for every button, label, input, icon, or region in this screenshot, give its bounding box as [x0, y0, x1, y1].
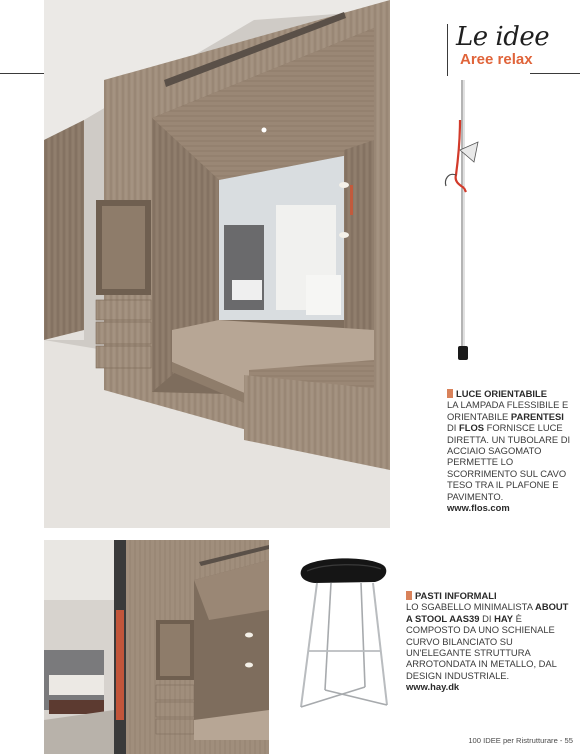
stool-illustration — [295, 555, 400, 715]
caption-heading: PASTI INFORMALI — [415, 590, 497, 601]
caption-text: FORNISCE LUCE DIRETTA. UN TUBOLARE DI ACCIAIO SAGOMATO PERMETTE LO SCORRIMENTO SUL CAVO TESO TRA IL PLAFONE E PAVIMENTO. — [447, 422, 571, 502]
header-rule-right — [530, 73, 580, 74]
product-name: PARENTESI — [510, 410, 564, 422]
brand-name: FLOS — [458, 422, 484, 434]
caption-text: LO SGABELLO MINIMALISTA — [406, 601, 536, 613]
caption-lamp — [447, 388, 575, 513]
product-name: ABOUT A STOOL AAS39 — [406, 601, 569, 624]
section-subtitle: Aree relax — [460, 51, 533, 68]
caption-marker — [406, 591, 412, 600]
brand-name: HAY — [494, 612, 513, 624]
caption-heading: LUCE ORIENTABILE — [456, 388, 547, 399]
wood-alcove-illustration — [44, 0, 390, 528]
caption-text: È COMPOSTO DA UNO SCHIENALE CURVO BILANCIATO SU UN'ELEGANTE STRUTTURA ARROTONDATA IN METALLO, DAL DESIGN INDUSTRIALE. — [406, 612, 557, 681]
about-a-stool-image — [295, 555, 400, 715]
parentesi-lamp-image — [420, 80, 510, 380]
section-title: Le idee — [456, 22, 550, 52]
caption-marker — [447, 389, 453, 398]
caption-text: DI — [479, 612, 495, 624]
caption-text: LA LAMPADA FLESSIBILE E ORIENTABILE — [447, 399, 569, 422]
main-interior-photo — [44, 0, 390, 528]
caption-stool — [406, 590, 571, 693]
brand-url[interactable]: www.hay.dk — [406, 681, 460, 693]
header-vertical-rule — [447, 24, 448, 76]
brand-url[interactable]: www.flos.com — [447, 502, 510, 514]
caption-text: DI — [447, 422, 459, 434]
living-room-illustration — [44, 540, 269, 754]
page-folio: 100 IDEE per Ristrutturare - 55 — [468, 736, 573, 745]
lamp-illustration — [420, 80, 510, 380]
secondary-interior-photo — [44, 540, 269, 754]
